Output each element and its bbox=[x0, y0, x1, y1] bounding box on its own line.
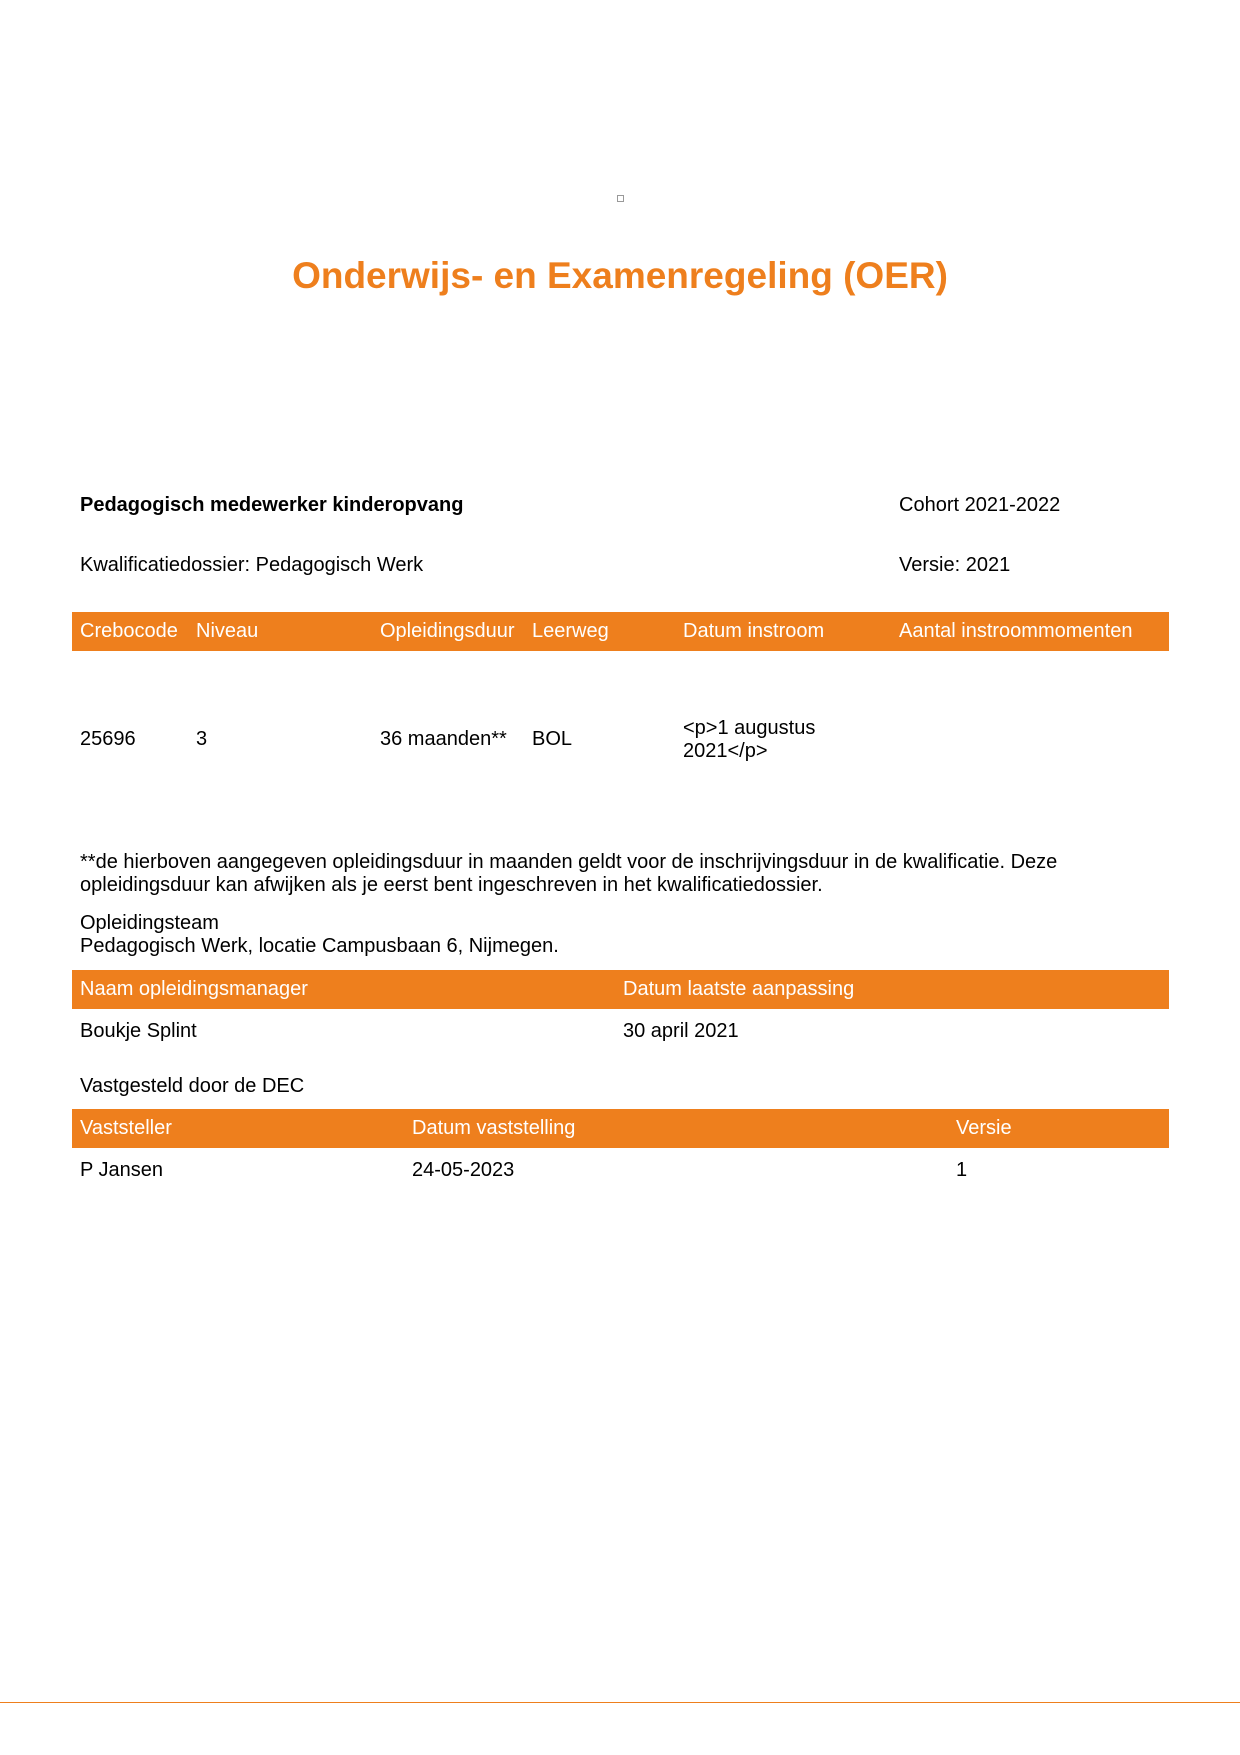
footnote bbox=[80, 851, 1170, 897]
program-table-row bbox=[72, 651, 1169, 821]
footnote-line-2: opleidingsduur kan afwijken als je eerst bent ingeschreven in het kwalificatiedossier. bbox=[80, 874, 823, 896]
footnote-line-1: **de hierboven aangegeven opleidingsduur in maanden geldt voor de inschrijvingsduur in de kwalificatie. Deze bbox=[80, 851, 1058, 873]
cell-vaststeller: P Jansen bbox=[80, 1159, 164, 1181]
logo-placeholder-icon bbox=[617, 195, 624, 202]
header-datum-vaststelling: Datum vaststelling bbox=[412, 1117, 576, 1139]
document-title: Onderwijs- en Examenregeling (OER) bbox=[292, 255, 948, 296]
cell-crebocode: 25696 bbox=[80, 728, 136, 750]
cell-last-modified: 30 april 2021 bbox=[623, 1020, 739, 1042]
program-name: Pedagogisch medewerker kinderopvang bbox=[80, 494, 464, 516]
header-naam-opleidingsmanager: Naam opleidingsmanager bbox=[80, 978, 308, 1000]
team-label: Opleidingsteam bbox=[80, 912, 219, 934]
cell-datum-vaststelling: 24-05-2023 bbox=[412, 1159, 515, 1181]
header-datum-instroom: Datum instroom bbox=[683, 620, 825, 642]
cell-datum-instroom-line1: <p>1 augustus bbox=[683, 717, 816, 739]
header-vaststeller: Vaststeller bbox=[80, 1117, 172, 1139]
team-block bbox=[80, 912, 559, 958]
established-label: Vastgesteld door de DEC bbox=[80, 1075, 305, 1097]
cohort: Cohort 2021-2022 bbox=[899, 494, 1061, 516]
manager-table-header bbox=[72, 970, 1169, 1009]
established-table-header bbox=[72, 1109, 1169, 1148]
cell-opleidingsduur: 36 maanden** bbox=[380, 728, 507, 750]
header-crebocode: Crebocode bbox=[80, 620, 178, 642]
header-datum-laatste-aanpassing: Datum laatste aanpassing bbox=[623, 978, 855, 1000]
header-leerweg: Leerweg bbox=[532, 620, 609, 642]
version: Versie: 2021 bbox=[899, 554, 1011, 576]
footer-divider bbox=[0, 1702, 1240, 1703]
qualification-dossier: Kwalificatiedossier: Pedagogisch Werk bbox=[80, 554, 424, 576]
header-aantal-instroommomenten: Aantal instroommomenten bbox=[899, 620, 1133, 642]
team-location: Pedagogisch Werk, locatie Campusbaan 6, Nijmegen. bbox=[80, 935, 559, 957]
program-table-header bbox=[72, 612, 1169, 651]
cell-versie: 1 bbox=[956, 1159, 968, 1181]
cell-niveau: 3 bbox=[196, 728, 208, 750]
cell-datum-instroom-line2: 2021</p> bbox=[683, 740, 768, 762]
cell-leerweg: BOL bbox=[532, 728, 573, 750]
header-versie: Versie bbox=[956, 1117, 1012, 1139]
header-opleidingsduur: Opleidingsduur bbox=[380, 620, 515, 642]
header-niveau: Niveau bbox=[196, 620, 259, 642]
cell-manager-name: Boukje Splint bbox=[80, 1020, 197, 1042]
